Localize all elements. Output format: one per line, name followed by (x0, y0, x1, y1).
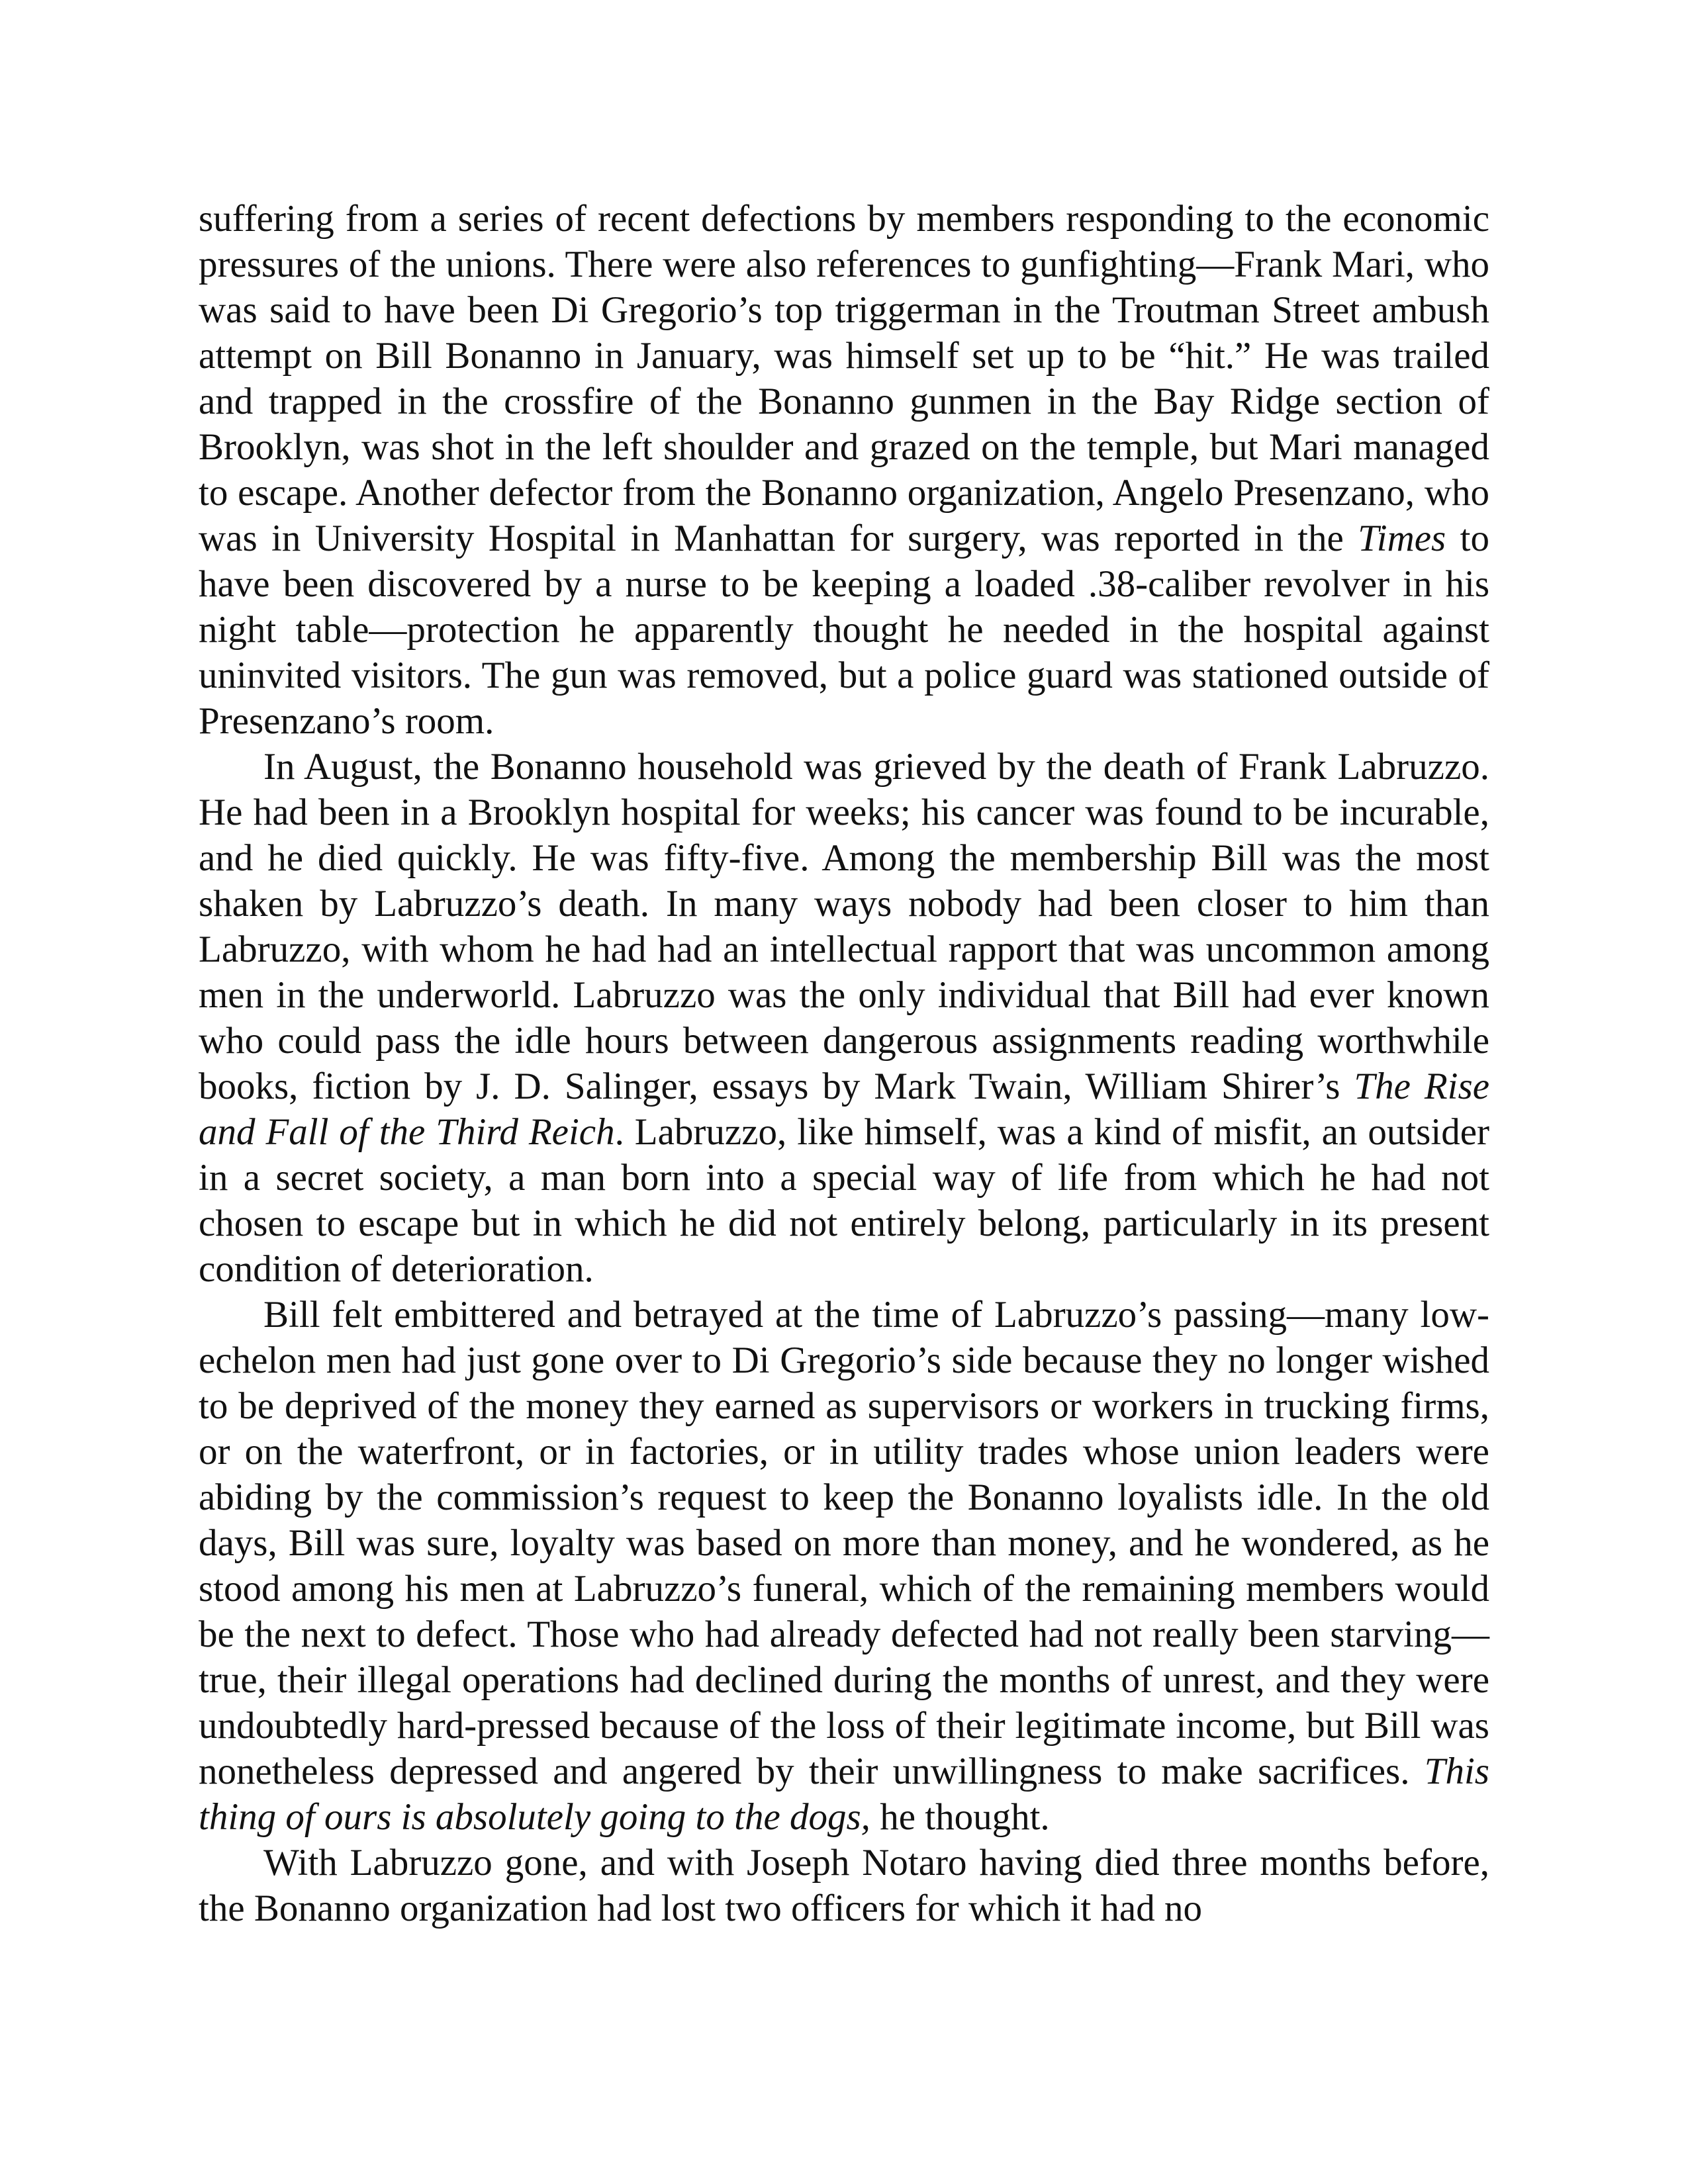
paragraph-2-text-cont: . Labruzzo, like himself, was a kind of misfit, an outsider in a secret society, a man born into a special way of life from which he had not chosen to escape but in which he did not entirely belong, particularly in its present condition of deterioration. (199, 1111, 1489, 1290)
italic-book-title: The Rise and Fall of the Third Reich (199, 1066, 1490, 1153)
paragraph-1 (199, 196, 1489, 744)
italic-thought: This thing of ours is absolutely going to the dogs, (199, 1751, 1489, 1838)
italic-times: Times (1358, 518, 1446, 559)
paragraph-3 (199, 1292, 1489, 1840)
paragraph-1-text: suffering from a series of recent defections by members responding to the economic pressures of the unions. There were also references to gunfighting—Frank Mari, who was said to have been Di Gregorio’s top triggerman in the Troutman Street ambush attempt on Bill Bonanno in January, was himself set up to be “hit.” He was trailed and trapped in the crossfire of the Bonanno gunmen in the Bay Ridge section of Brooklyn, was shot in the left shoulder and grazed on the temple, but Mari managed to escape. Another defector from the Bonanno organization, Angelo Presenzano, who was in University Hospital in Manhattan for surgery, was reported in the (199, 198, 1489, 559)
paragraph-3-text: Bill felt embittered and betrayed at the time of Labruzzo’s passing—many low-echelon men had just gone over to Di Gregorio’s side because they no longer wished to be deprived of the money they earned as supervisors or workers in trucking firms, or on the waterfront, or in factories, or in utility trades whose union leaders were abiding by the commission’s request to keep the Bonanno loyalists idle. In the old days, Bill was sure, loyalty was based on more than money, and he wondered, as he stood among his men at Labruzzo’s funeral, which of the remaining members would be the next to defect. Those who had already defected had not really been starving—true, their illegal operations had declined during the months of unrest, and they were undoubtedly hard-pressed because of the loss of their legitimate income, but Bill was nonetheless depressed and angered by their unwillingness to make sacrifices. (199, 1294, 1489, 1792)
paragraph-1-text-cont: to have been discovered by a nurse to be keeping a loaded .38-caliber revolver in his night table—protection he apparently thought he needed in the hospital against uninvited visitors. The gun was removed, but a police guard was stationed outside of Presenzano’s room. (199, 518, 1489, 742)
paragraph-3-text-cont: he thought. (870, 1796, 1050, 1838)
page-body (199, 196, 1489, 1931)
paragraph-4-text: With Labruzzo gone, and with Joseph Notaro having died three months before, the Bonanno organization had lost two officers for which it had no (199, 1842, 1489, 1929)
paragraph-2 (199, 744, 1489, 1292)
paragraph-2-text: In August, the Bonanno household was grieved by the death of Frank Labruzzo. He had been in a Brooklyn hospital for weeks; his cancer was found to be incurable, and he died quickly. He was fifty-five. Among the membership Bill was the most shaken by Labruzzo’s death. In many ways nobody had been closer to him than Labruzzo, with whom he had had an intellectual rapport that was uncommon among men in the underworld. Labruzzo was the only individual that Bill had ever known who could pass the idle hours between dangerous assignments reading worthwhile books, fiction by J. D. Salinger, essays by Mark Twain, William Shirer’s (199, 746, 1489, 1107)
paragraph-4 (199, 1840, 1489, 1931)
